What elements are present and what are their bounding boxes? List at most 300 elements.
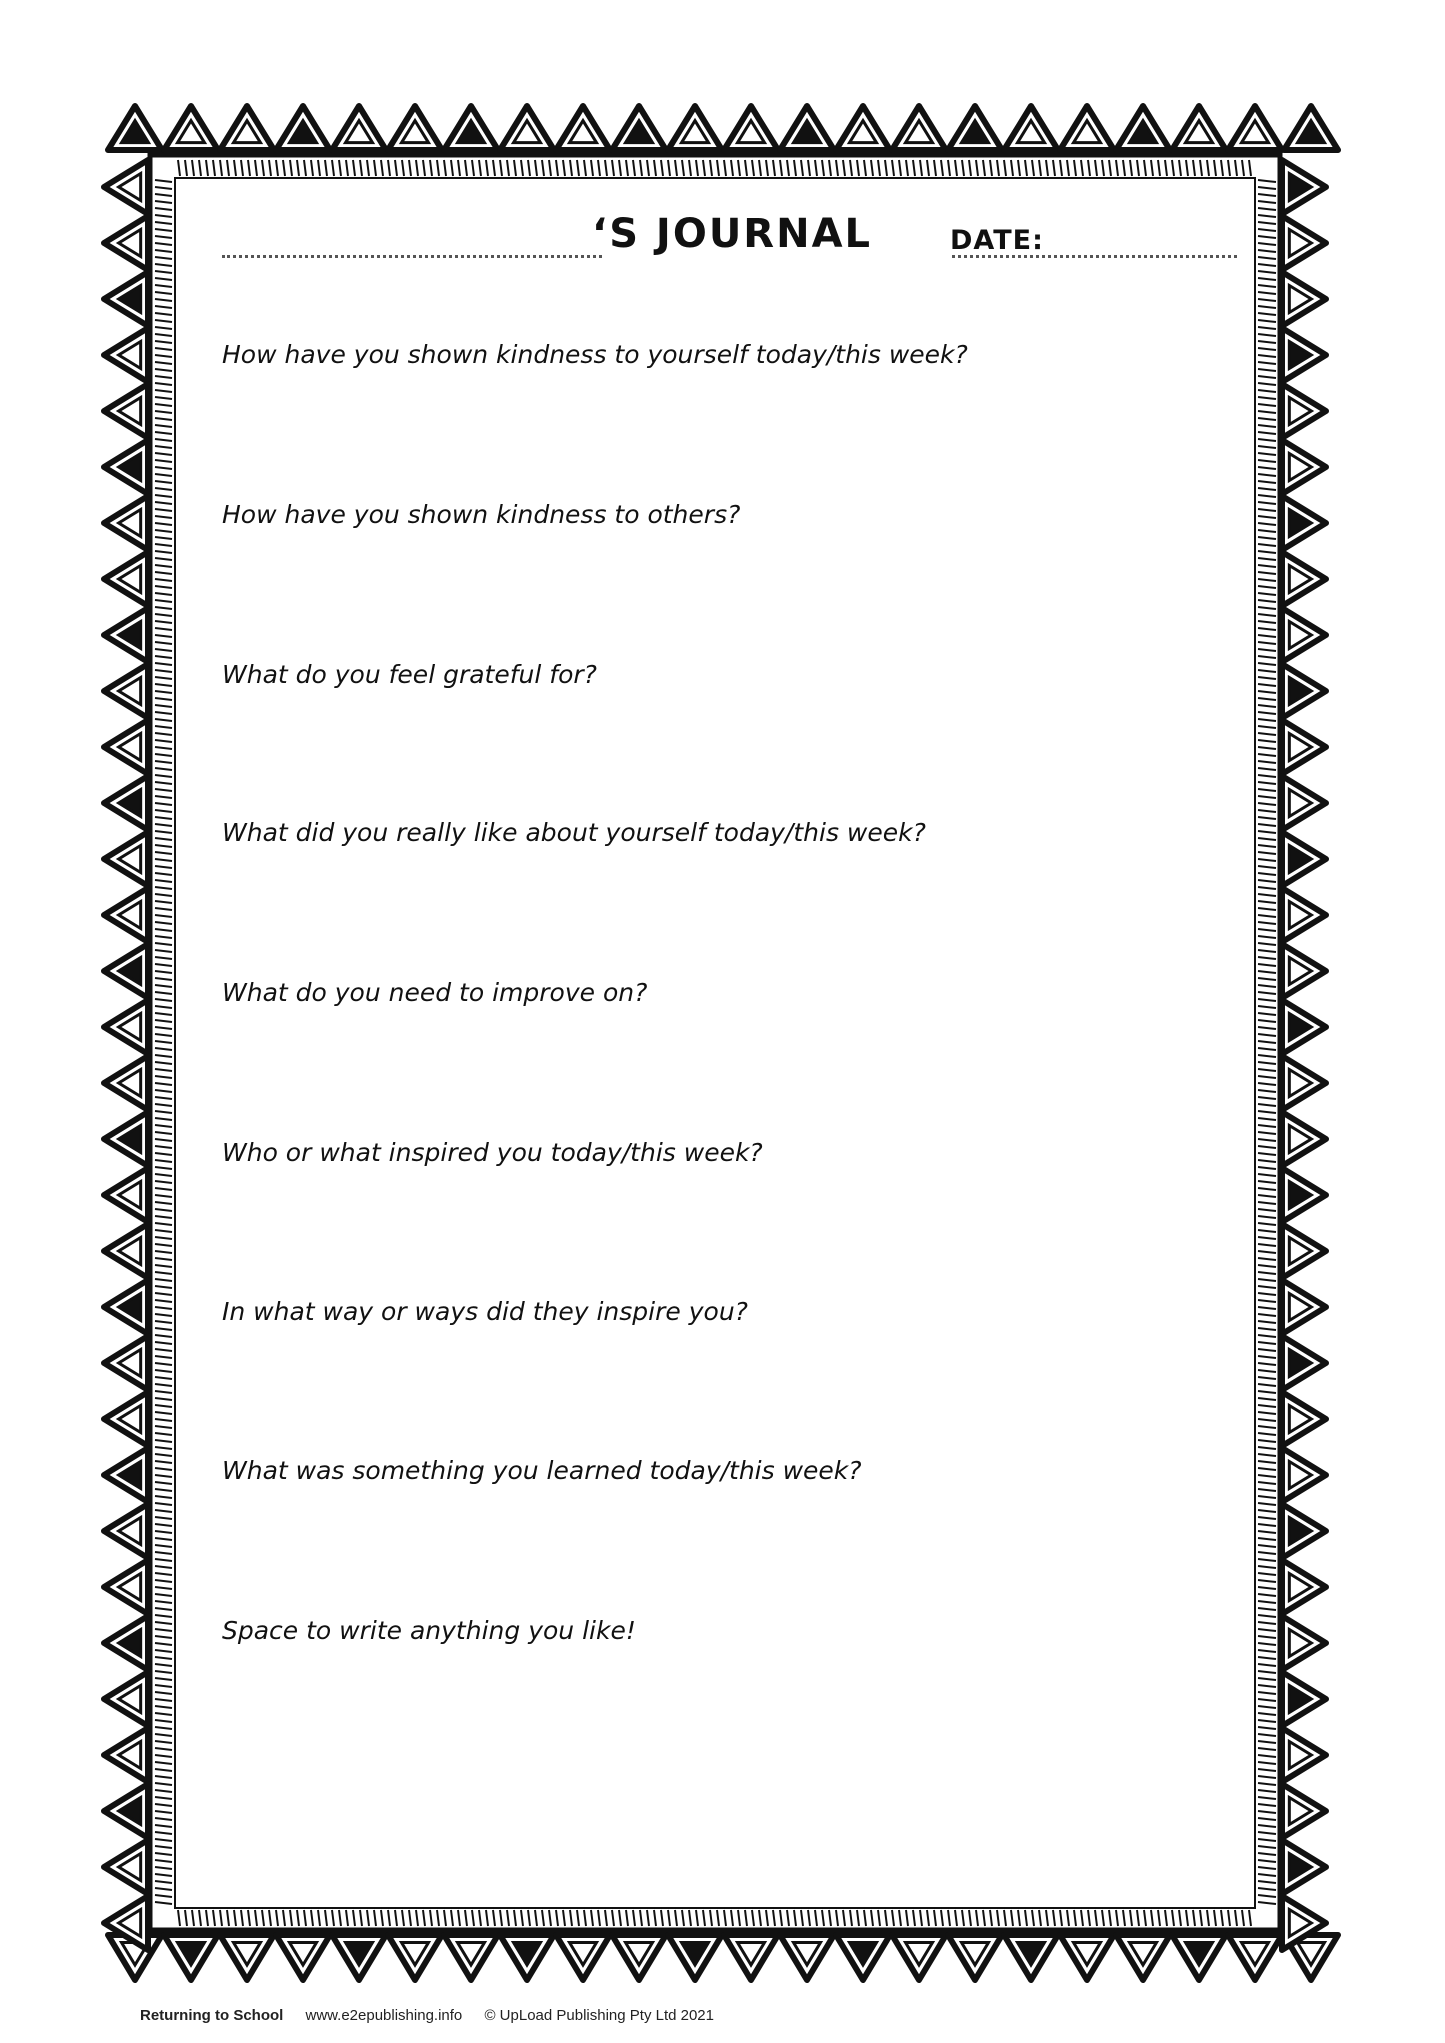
hatch-line — [1258, 495, 1276, 497]
hatch-line — [339, 160, 341, 176]
hatch-line — [155, 943, 172, 945]
name-write-line[interactable] — [222, 255, 602, 258]
hatch-line — [1207, 160, 1209, 176]
hatch-line — [850, 160, 852, 176]
hatch-line — [155, 908, 172, 910]
hatch-line — [1258, 1482, 1276, 1484]
hatch-line — [155, 1636, 172, 1638]
hatch-line — [843, 160, 845, 176]
hatch-line — [155, 1265, 172, 1267]
triangle-motif — [104, 1168, 148, 1222]
hatch-line — [1039, 160, 1041, 176]
hatch-line — [465, 160, 467, 176]
hatch-line — [155, 663, 172, 665]
hatch-line — [1258, 1664, 1276, 1666]
hatch-line — [584, 1910, 586, 1926]
hatch-line — [155, 761, 172, 763]
hatch-line — [155, 1132, 172, 1134]
hatch-line — [1258, 1202, 1276, 1204]
hatch-line — [696, 160, 698, 176]
hatch-line — [1258, 1538, 1276, 1540]
hatch-line — [577, 160, 579, 176]
hatch-line — [155, 635, 172, 637]
hatch-line — [1258, 1874, 1276, 1876]
hatch-line — [598, 1910, 600, 1926]
hatch-line — [155, 1706, 172, 1708]
hatch-line — [1258, 1055, 1276, 1057]
hatch-line — [388, 1910, 390, 1926]
hatch-line — [155, 1300, 172, 1302]
hatch-line — [155, 796, 172, 798]
hatch-line — [155, 1433, 172, 1435]
hatch-line — [689, 1910, 691, 1926]
hatch-line — [155, 1874, 172, 1876]
triangle-motif — [1172, 1935, 1226, 1980]
hatch-line — [815, 160, 817, 176]
hatch-line — [1258, 1580, 1276, 1582]
hatch-line — [458, 160, 460, 176]
hatch-line — [1258, 1776, 1276, 1778]
hatch-line — [155, 670, 172, 672]
hatch-line — [458, 1910, 460, 1926]
hatch-line — [1258, 1895, 1276, 1897]
triangle-motif — [836, 106, 890, 150]
hatch-line — [155, 432, 172, 434]
hatch-line — [1228, 160, 1230, 176]
hatch-line — [297, 1910, 299, 1926]
hatch-line — [155, 1776, 172, 1778]
hatch-line — [444, 1910, 446, 1926]
hatch-line — [1258, 1755, 1276, 1757]
hatch-line — [1258, 1041, 1276, 1043]
hatch-line — [155, 719, 172, 721]
hatch-line — [1258, 1881, 1276, 1883]
hatch-line — [507, 1910, 509, 1926]
hatch-line — [920, 1910, 922, 1926]
hatch-line — [1258, 1377, 1276, 1379]
hatch-line — [381, 1910, 383, 1926]
hatch-line — [155, 334, 172, 336]
hatch-line — [155, 201, 172, 203]
hatch-line — [668, 1910, 670, 1926]
hatch-line — [640, 160, 642, 176]
hatch-line — [1258, 509, 1276, 511]
hatch-line — [155, 894, 172, 896]
hatch-line — [1258, 572, 1276, 574]
hatch-line — [155, 691, 172, 693]
hatch-line — [885, 160, 887, 176]
triangle-motif — [668, 1935, 722, 1980]
triangle-motif — [948, 1935, 1002, 1980]
hatch-line — [1258, 1706, 1276, 1708]
hatch-line — [155, 1811, 172, 1813]
hatch-line — [1258, 1181, 1276, 1183]
hatch-line — [1258, 733, 1276, 735]
hatch-line — [871, 1910, 873, 1926]
hatch-line — [591, 160, 593, 176]
hatch-line — [155, 1055, 172, 1057]
hatch-line — [155, 1503, 172, 1505]
triangle-motif — [1172, 106, 1226, 150]
hatch-line — [1258, 1811, 1276, 1813]
triangle-motif — [164, 106, 218, 150]
hatch-line — [1258, 1902, 1276, 1904]
hatch-line — [1258, 1412, 1276, 1414]
hatch-line — [234, 1910, 236, 1926]
hatch-line — [155, 992, 172, 994]
hatch-line — [1258, 201, 1276, 203]
triangle-motif — [1282, 440, 1326, 494]
hatch-line — [1116, 1910, 1118, 1926]
hatch-line — [1242, 160, 1244, 176]
hatch-line — [1258, 1461, 1276, 1463]
hatch-line — [155, 1272, 172, 1274]
hatch-line — [155, 530, 172, 532]
hatch-line — [542, 1910, 544, 1926]
hatch-line — [1258, 222, 1276, 224]
hatch-line — [1258, 1244, 1276, 1246]
hatch-line — [155, 495, 172, 497]
hatch-line — [155, 1258, 172, 1260]
triangle-motif — [104, 1728, 148, 1782]
hatch-line — [155, 642, 172, 644]
triangle-motif — [104, 384, 148, 438]
hatch-line — [155, 1076, 172, 1078]
hatch-line — [1258, 1139, 1276, 1141]
hatch-line — [155, 180, 172, 182]
hatch-line — [1258, 1867, 1276, 1869]
hatch-line — [710, 1910, 712, 1926]
triangle-motif — [1282, 664, 1326, 718]
hatch-line — [155, 1496, 172, 1498]
hatch-line — [155, 1034, 172, 1036]
triangle-motif — [104, 1056, 148, 1110]
hatch-lines — [155, 160, 1276, 1926]
hatch-line — [155, 1349, 172, 1351]
hatch-line — [155, 1657, 172, 1659]
hatch-line — [325, 160, 327, 176]
triangle-motif — [104, 944, 148, 998]
hatch-line — [745, 160, 747, 176]
hatch-line — [374, 160, 376, 176]
hatch-line — [1053, 160, 1055, 176]
hatch-line — [248, 160, 250, 176]
hatch-line — [155, 1524, 172, 1526]
hatch-line — [155, 810, 172, 812]
hatch-line — [507, 160, 509, 176]
question-6: Who or what inspired you today/this week? — [222, 1138, 763, 1167]
hatch-line — [1258, 362, 1276, 364]
hatch-line — [155, 1566, 172, 1568]
hatch-line — [1258, 229, 1276, 231]
hatch-line — [155, 880, 172, 882]
question-8: What was something you learned today/this week? — [222, 1456, 862, 1485]
hatch-line — [155, 859, 172, 861]
hatch-line — [155, 1314, 172, 1316]
hatch-line — [1258, 502, 1276, 504]
hatch-line — [155, 978, 172, 980]
hatch-line — [155, 1307, 172, 1309]
hatch-line — [155, 971, 172, 973]
hatch-line — [1258, 257, 1276, 259]
page-frame-outer — [150, 155, 1280, 1930]
hatch-line — [1116, 160, 1118, 176]
hatch-line — [1137, 160, 1139, 176]
question-5: What do you need to improve on? — [222, 978, 648, 1007]
triangle-motif — [104, 608, 148, 662]
hatch-line — [885, 1910, 887, 1926]
hatch-line — [1258, 1622, 1276, 1624]
hatch-line — [155, 222, 172, 224]
hatch-line — [1258, 803, 1276, 805]
hatch-line — [1011, 1910, 1013, 1926]
triangle-motif — [1282, 888, 1326, 942]
hatch-line — [479, 1910, 481, 1926]
hatch-line — [1214, 1910, 1216, 1926]
hatch-line — [155, 621, 172, 623]
hatch-line — [155, 614, 172, 616]
hatch-line — [227, 1910, 229, 1926]
hatch-line — [155, 1489, 172, 1491]
hatch-line — [155, 1902, 172, 1904]
hatch-line — [155, 236, 172, 238]
hatch-line — [155, 292, 172, 294]
hatch-line — [155, 1412, 172, 1414]
hatch-line — [155, 1573, 172, 1575]
hatch-line — [262, 1910, 264, 1926]
hatch-line — [155, 523, 172, 525]
hatch-line — [1258, 1671, 1276, 1673]
hatch-line — [155, 537, 172, 539]
hatch-line — [155, 929, 172, 931]
hatch-line — [155, 1027, 172, 1029]
triangle-motif — [1282, 1168, 1326, 1222]
hatch-line — [1165, 160, 1167, 176]
hatch-line — [155, 1881, 172, 1883]
hatch-line — [850, 1910, 852, 1926]
hatch-line — [155, 1167, 172, 1169]
hatch-line — [1258, 194, 1276, 196]
triangle-motif — [1282, 1112, 1326, 1166]
hatch-line — [619, 1910, 621, 1926]
hatch-line — [1258, 1216, 1276, 1218]
hatch-line — [1258, 544, 1276, 546]
hatch-line — [155, 1139, 172, 1141]
hatch-line — [155, 740, 172, 742]
hatch-line — [1258, 397, 1276, 399]
hatch-line — [1258, 1251, 1276, 1253]
hatch-line — [318, 1910, 320, 1926]
hatch-line — [1258, 775, 1276, 777]
hatch-line — [241, 160, 243, 176]
hatch-line — [1095, 1910, 1097, 1926]
hatch-line — [1258, 250, 1276, 252]
hatch-line — [668, 160, 670, 176]
hatch-line — [155, 1475, 172, 1477]
hatch-line — [155, 1482, 172, 1484]
hatch-line — [1258, 845, 1276, 847]
hatch-line — [1258, 901, 1276, 903]
hatch-line — [759, 1910, 761, 1926]
triangle-motif — [104, 272, 148, 326]
triangle-motif — [1228, 106, 1282, 150]
hatch-line — [1258, 971, 1276, 973]
hatch-line — [155, 1678, 172, 1680]
hatch-line — [155, 803, 172, 805]
hatch-line — [1186, 1910, 1188, 1926]
hatch-line — [155, 369, 172, 371]
hatch-line — [155, 1118, 172, 1120]
hatch-line — [1258, 1720, 1276, 1722]
hatch-line — [542, 160, 544, 176]
hatch-line — [155, 425, 172, 427]
hatch-line — [297, 160, 299, 176]
hatch-line — [1258, 1566, 1276, 1568]
hatch-line — [213, 160, 215, 176]
triangle-motif — [220, 106, 274, 150]
hatch-line — [155, 1713, 172, 1715]
hatch-line — [367, 160, 369, 176]
hatch-line — [155, 558, 172, 560]
hatch-line — [983, 160, 985, 176]
hatch-line — [1258, 838, 1276, 840]
hatch-line — [997, 160, 999, 176]
hatch-line — [1258, 1825, 1276, 1827]
hatch-line — [1193, 160, 1195, 176]
hatch-line — [1258, 1727, 1276, 1729]
hatch-line — [1258, 1552, 1276, 1554]
triangle-motif — [1282, 1504, 1326, 1558]
hatch-line — [206, 160, 208, 176]
hatch-line — [416, 1910, 418, 1926]
hatch-line — [155, 474, 172, 476]
hatch-line — [155, 1895, 172, 1897]
triangle-motif — [388, 106, 442, 150]
footer-url[interactable]: www.e2epublishing.info — [305, 2007, 463, 2024]
hatch-line — [1258, 1384, 1276, 1386]
hatch-line — [437, 1910, 439, 1926]
hatch-line — [1258, 1398, 1276, 1400]
hatch-line — [1258, 1629, 1276, 1631]
hatch-line — [1258, 1013, 1276, 1015]
hatch-line — [864, 1910, 866, 1926]
triangle-motif — [1282, 1056, 1326, 1110]
hatch-line — [290, 160, 292, 176]
hatch-line — [647, 1910, 649, 1926]
hatch-line — [703, 1910, 705, 1926]
hatch-line — [514, 1910, 516, 1926]
hatch-line — [689, 160, 691, 176]
hatch-line — [1258, 691, 1276, 693]
hatch-line — [1258, 565, 1276, 567]
hatch-line — [1258, 348, 1276, 350]
hatch-line — [155, 628, 172, 630]
hatch-line — [155, 1720, 172, 1722]
triangle-motif — [724, 106, 778, 150]
hatch-line — [724, 160, 726, 176]
triangle-motif — [332, 1935, 386, 1980]
hatch-line — [1258, 670, 1276, 672]
hatch-line — [155, 418, 172, 420]
hatch-line — [1258, 1797, 1276, 1799]
hatch-line — [155, 1286, 172, 1288]
hatch-line — [155, 1230, 172, 1232]
hatch-line — [1258, 313, 1276, 315]
triangle-motif — [444, 1935, 498, 1980]
hatch-line — [787, 160, 789, 176]
hatch-line — [367, 1910, 369, 1926]
hatch-line — [1144, 160, 1146, 176]
triangle-motif — [1282, 552, 1326, 606]
hatch-line — [155, 845, 172, 847]
hatch-line — [234, 160, 236, 176]
triangle-motif — [104, 832, 148, 886]
hatch-line — [626, 160, 628, 176]
triangle-motif — [104, 440, 148, 494]
hatch-line — [155, 446, 172, 448]
triangle-motif — [104, 776, 148, 830]
hatch-line — [1258, 285, 1276, 287]
hatch-line — [794, 160, 796, 176]
hatch-line — [395, 1910, 397, 1926]
hatch-line — [1102, 1910, 1104, 1926]
hatch-line — [1207, 1910, 1209, 1926]
hatch-line — [178, 1910, 180, 1926]
hatch-line — [1258, 558, 1276, 560]
hatch-line — [1258, 1475, 1276, 1477]
hatch-line — [1123, 160, 1125, 176]
hatch-line — [1011, 160, 1013, 176]
hatch-line — [155, 915, 172, 917]
hatch-line — [633, 160, 635, 176]
hatch-line — [1258, 1132, 1276, 1134]
hatch-line — [155, 1111, 172, 1113]
hatch-line — [1258, 1531, 1276, 1533]
hatch-line — [1258, 852, 1276, 854]
hatch-line — [878, 1910, 880, 1926]
hatch-line — [155, 712, 172, 714]
hatch-line — [1258, 516, 1276, 518]
hatch-line — [155, 285, 172, 287]
triangle-motif — [1282, 1448, 1326, 1502]
triangle-motif — [220, 1935, 274, 1980]
hatch-line — [1258, 1846, 1276, 1848]
hatch-line — [155, 1237, 172, 1239]
hatch-line — [155, 1069, 172, 1071]
hatch-line — [1258, 985, 1276, 987]
hatch-line — [493, 160, 495, 176]
hatch-line — [155, 215, 172, 217]
hatch-line — [283, 1910, 285, 1926]
hatch-line — [1137, 1910, 1139, 1926]
hatch-line — [155, 1685, 172, 1687]
hatch-line — [682, 1910, 684, 1926]
hatch-line — [155, 1097, 172, 1099]
date-write-line[interactable] — [952, 255, 1237, 258]
hatch-line — [283, 160, 285, 176]
hatch-line — [626, 1910, 628, 1926]
hatch-line — [304, 1910, 306, 1926]
hatch-line — [206, 1910, 208, 1926]
triangle-motif — [1060, 106, 1114, 150]
hatch-line — [1258, 453, 1276, 455]
triangle-motif — [1282, 1336, 1326, 1390]
hatch-line — [155, 1048, 172, 1050]
hatch-line — [1258, 586, 1276, 588]
triangle-motif — [1282, 1840, 1326, 1894]
hatch-line — [1258, 523, 1276, 525]
hatch-line — [1258, 992, 1276, 994]
